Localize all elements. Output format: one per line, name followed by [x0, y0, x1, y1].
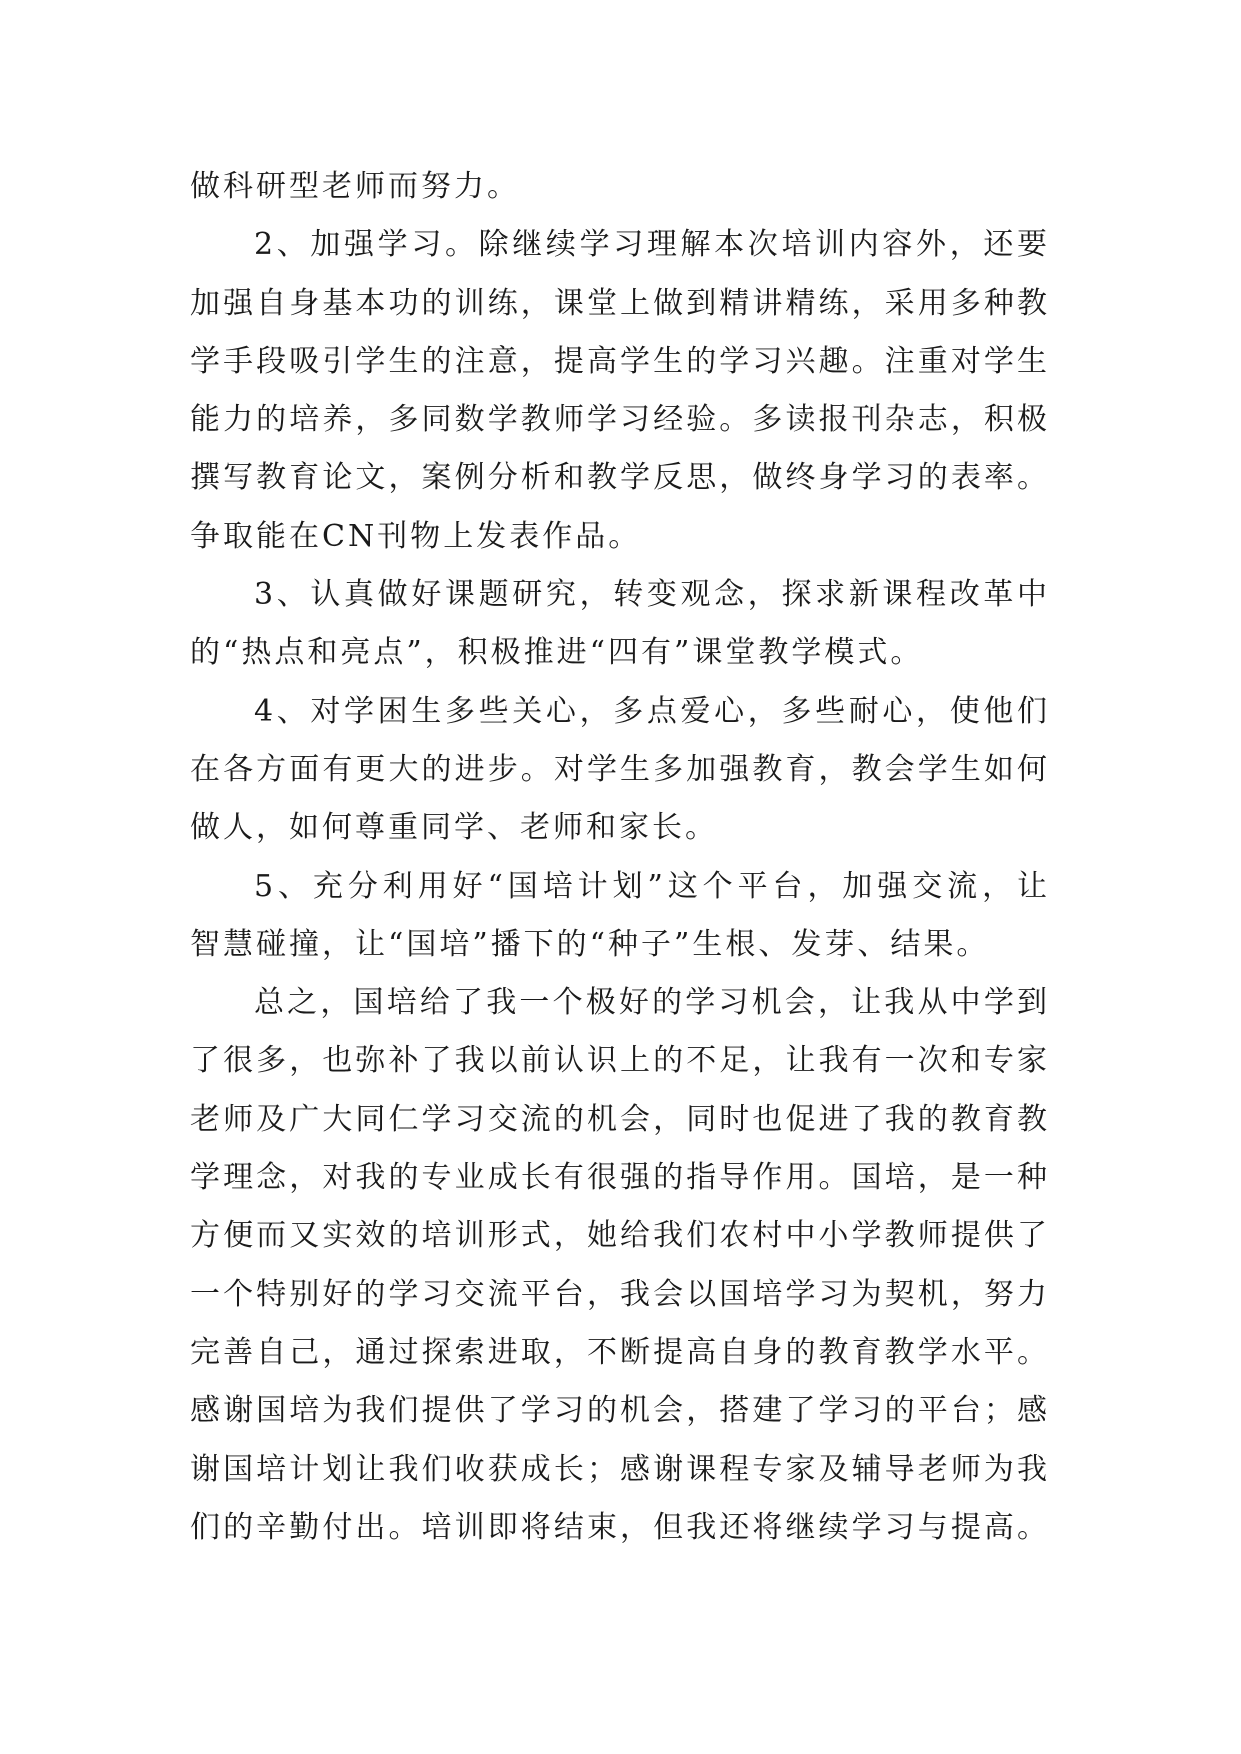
text-line: 了很多，也弥补了我以前认识上的不足，让我有一次和专家	[190, 1043, 1050, 1079]
text-line: 老师及广大同仁学习交流的机会，同时也促进了我的教育教	[190, 1101, 1050, 1137]
text-line: 完善自己，通过探索进取，不断提高自身的教育教学水平。	[190, 1334, 1050, 1370]
text-line: 总之，国培给了我一个极好的学习机会，让我从中学到	[254, 985, 1050, 1021]
text-line: 在各方面有更大的进步。对学生多加强教育，教会学生如何	[190, 751, 1050, 787]
text-line: 一个特别好的学习交流平台，我会以国培学习为契机，努力	[190, 1276, 1050, 1312]
text-line: 方便而又实效的培训形式，她给我们农村中小学教师提供了	[190, 1218, 1050, 1254]
text-line: 们的辛勤付出。培训即将结束，但我还将继续学习与提高。	[190, 1509, 1050, 1545]
text-line: 3、认真做好课题研究，转变观念，探求新课程改革中	[254, 577, 1050, 613]
text-line: 感谢国培为我们提供了学习的机会，搭建了学习的平台；感	[190, 1393, 1050, 1429]
text-line: 学理念，对我的专业成长有很强的指导作用。国培，是一种	[190, 1160, 1050, 1196]
text-line: 能力的培养，多同数学教师学习经验。多读报刊杂志，积极	[190, 402, 1050, 438]
text-line: 2、加强学习。除继续学习理解本次培训内容外，还要	[254, 227, 1050, 263]
text-line: 学手段吸引学生的注意，提高学生的学习兴趣。注重对学生	[190, 343, 1050, 379]
text-line: 争取能在CN刊物上发表作品。	[190, 518, 642, 554]
text-line: 智慧碰撞，让“国培”播下的“种子”生根、发芽、结果。	[190, 926, 990, 962]
text-line: 5、充分利用好“国培计划”这个平台，加强交流，让	[254, 868, 1050, 904]
text-line: 撰写教育论文，案例分析和教学反思，做终身学习的表率。	[190, 460, 1050, 496]
text-line: 的“热点和亮点”，积极推进“四有”课堂教学模式。	[190, 635, 924, 671]
document-body	[190, 158, 1050, 1557]
text-line: 4、对学困生多些关心，多点爱心，多些耐心，使他们	[254, 693, 1050, 729]
text-line: 做科研型老师而努力。	[190, 169, 520, 204]
text-line: 谢国培计划让我们收获成长；感谢课程专家及辅导老师为我	[190, 1451, 1050, 1487]
text-line: 做人，如何尊重同学、老师和家长。	[190, 810, 718, 846]
text-line: 加强自身基本功的训练，课堂上做到精讲精练，采用多种教	[190, 285, 1050, 321]
